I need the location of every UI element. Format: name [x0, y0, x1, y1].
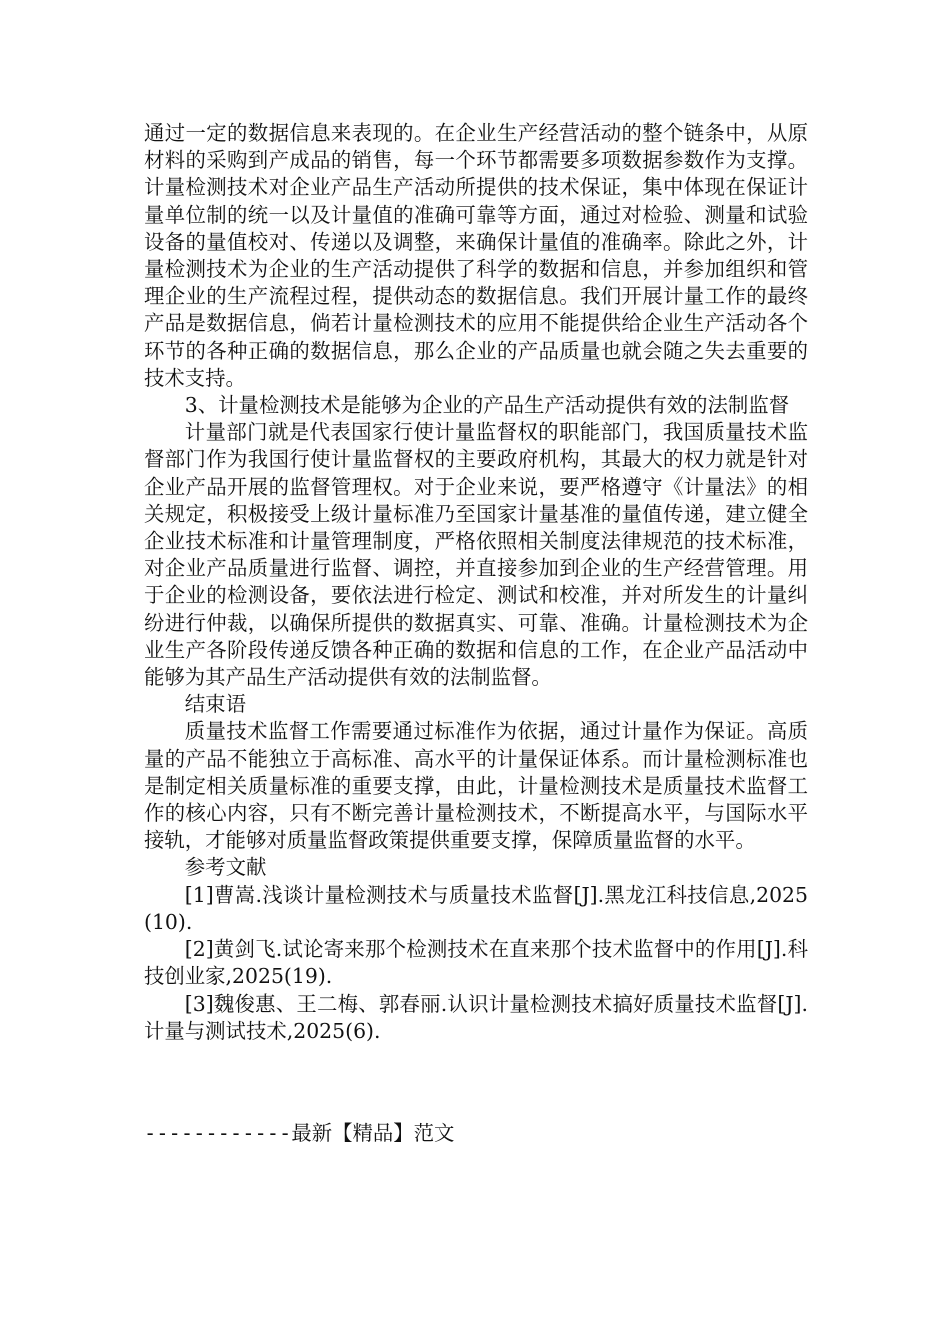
- reference-item-1: [1]曹嵩.浅谈计量检测技术与质量技术监督[J].黑龙江科技信息,2025(10).: [144, 882, 808, 934]
- references-heading: 参考文献: [184, 855, 267, 880]
- reference-item-2: [2]黄剑飞.试论寄来那个检测技术在直来那个技术监督中的作用[J].科技创业家,2025(19).: [144, 937, 808, 989]
- section-heading-3: 3、计量检测技术是能够为企业的产品生产活动提供有效的法制监督: [184, 393, 790, 418]
- document-body: [144, 120, 808, 1045]
- paragraph-legal-supervision: 计量部门就是代表国家行使计量监督权的职能部门，我国质量技术监督部门作为我国行使计量监督权的主要政府机构，其最大的权力就是针对企业产品开展的监督管理权。对于企业来说，要严格遵守《计量法》的相关规定，积极接受上级计量标准乃至国家计量基准的量值传递，建立健全企业技术标准和计量管理制度，严格依照相关制度法律规范的技术标准，对企业产品质量进行监督、调控，并直接参加到企业的生产经营管理。用于企业的检测设备，要依法进行检定、测试和校准，并对所发生的计量纠纷进行仲裁，以确保所提供的数据真实、可靠、准确。计量检测技术为企业生产各阶段传递反馈各种正确的数据和信息的工作，在企业产品活动中能够为其产品生产活动提供有效的法制监督。: [144, 420, 808, 690]
- reference-item-3: [3]魏俊惠、王二梅、郭春丽.认识计量检测技术搞好质量技术监督[J].计量与测试技术,2025(6).: [144, 991, 808, 1043]
- conclusion-heading: 结束语: [184, 692, 246, 717]
- footer-text: ------------最新【精品】范文: [144, 1121, 455, 1145]
- paragraph-conclusion: 质量技术监督工作需要通过标准作为依据，通过计量作为保证。高质量的产品不能独立于高标准、高水平的计量保证体系。而计量检测标准也是制定相关质量标准的重要支撑，由此，计量检测技术是质量技术监督工作的核心内容，只有不断完善计量检测技术，不断提高水平，与国际水平接轨，才能够对质量监督政策提供重要支撑，保障质量监督的水平。: [144, 719, 808, 853]
- paragraph-continuation: 通过一定的数据信息来表现的。在企业生产经营活动的整个链条中，从原材料的采购到产成品的销售，每一个环节都需要多项数据参数作为支撑。计量检测技术对企业产品生产活动所提供的技术保证，集中体现在保证计量单位制的统一以及计量值的准确可靠等方面，通过对检验、测量和试验设备的量值校对、传递以及调整，来确保计量值的准确率。除此之外，计量检测技术为企业的生产活动提供了科学的数据和信息，并参加组织和管理企业的生产流程过程，提供动态的数据信息。我们开展计量工作的最终产品是数据信息，倘若计量检测技术的应用不能提供给企业生产活动各个环节的各种正确的数据信息，那么企业的产品质量也就会随之失去重要的技术支持。: [144, 121, 808, 390]
